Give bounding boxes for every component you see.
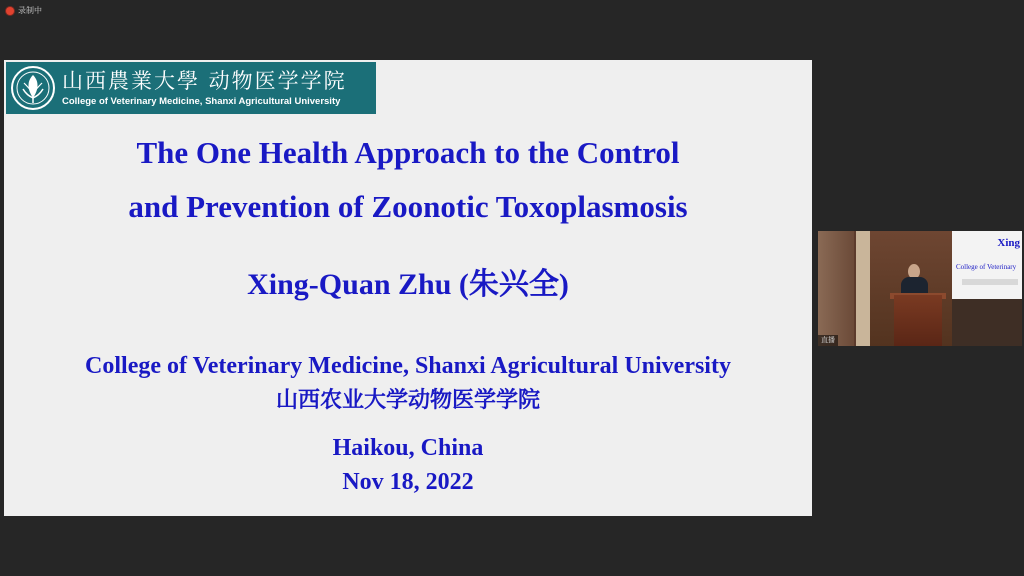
video-projection-screen (952, 231, 1022, 299)
live-video-tile[interactable] (818, 231, 1022, 346)
institution-chinese: 山西农业大学动物医学学院 (275, 387, 540, 413)
banner-chinese-name: 山西農業大學 动物医学学院 (62, 68, 347, 93)
video-tile-label: 直播 (818, 335, 838, 346)
podium (894, 295, 942, 346)
slide-title-line-2: and Prevention of Zoonotic Toxoplasmosis (128, 189, 688, 224)
video-screen-band (962, 279, 1018, 285)
video-stage-floor (952, 299, 1022, 346)
video-curtain (818, 231, 854, 346)
college-logo-banner (6, 62, 376, 114)
recording-label: 录制中 (18, 6, 42, 15)
video-screen-title: Xing (997, 237, 1020, 249)
event-location: Haikou, China (332, 435, 484, 461)
recording-indicator (6, 4, 42, 18)
event-date: Nov 18, 2022 (342, 469, 474, 495)
institution-english: College of Veterinary Medicine, Shanxi Agricultural University (85, 353, 731, 379)
recording-icon (6, 7, 14, 15)
university-emblem-icon (10, 65, 56, 111)
banner-english-name: College of Veterinary Medicine, Shanxi Agricultural University (62, 95, 341, 107)
video-pillar (856, 231, 870, 346)
slide-title-line-1: The One Health Approach to the Control (136, 135, 680, 170)
shared-slide (4, 60, 812, 516)
video-screen-subtitle: College of Veterinary (956, 263, 1017, 271)
presenter-name: Xing-Quan Zhu (朱兴全) (247, 268, 569, 301)
